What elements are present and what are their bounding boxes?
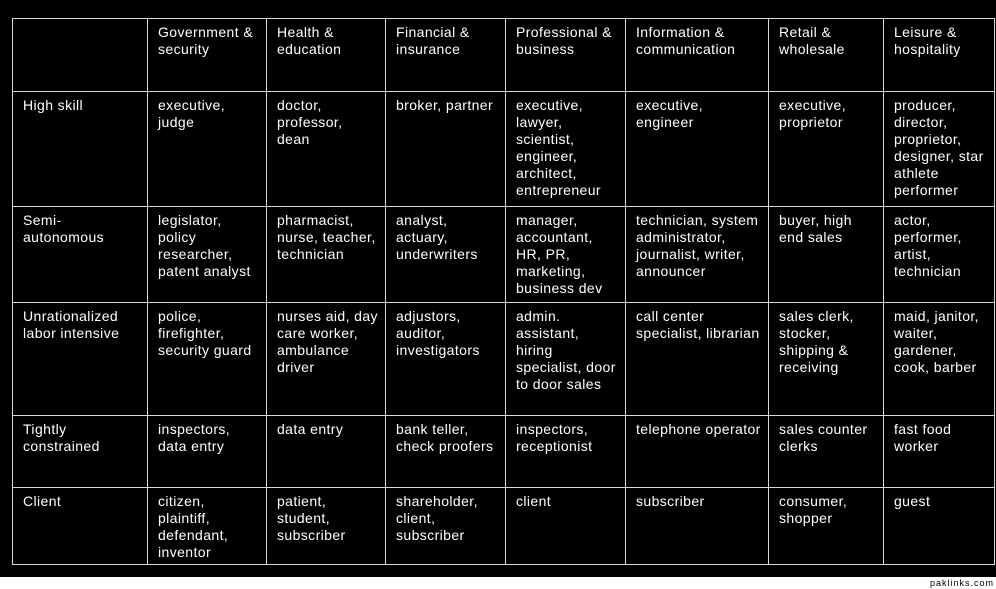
- table-cell: fast food worker: [884, 416, 995, 488]
- occupation-table: [12, 18, 995, 565]
- table-cell: data entry: [267, 416, 386, 488]
- row-label: Tightly constrained: [13, 416, 148, 488]
- table-cell: buyer, high end sales: [769, 207, 884, 303]
- table-cell: maid, janitor, waiter, gardener, cook, barber: [884, 303, 995, 416]
- row-tightly-constrained: [13, 416, 995, 488]
- header-corner-cell: [13, 19, 148, 92]
- table-cell: legislator, policy researcher, patent analyst: [148, 207, 267, 303]
- row-label: Unrationalized labor intensive: [13, 303, 148, 416]
- table-cell: inspectors, receptionist: [506, 416, 626, 488]
- table-cell: patient, student, subscriber: [267, 488, 386, 565]
- table-cell: subscriber: [626, 488, 769, 565]
- table-cell: call center specialist, librarian: [626, 303, 769, 416]
- header-retail-wholesale: Retail & wholesale: [769, 19, 884, 92]
- table-cell: shareholder, client, subscriber: [386, 488, 506, 565]
- table-cell: pharmacist, nurse, teacher, technician: [267, 207, 386, 303]
- table-cell: technician, system administrator, journalist, writer, announcer: [626, 207, 769, 303]
- header-professional-business: Professional & business: [506, 19, 626, 92]
- table-cell: doctor, professor, dean: [267, 92, 386, 207]
- table-cell: broker, partner: [386, 92, 506, 207]
- table-cell: police, firefighter, security guard: [148, 303, 267, 416]
- table-cell: executive, judge: [148, 92, 267, 207]
- header-government-security: Government & security: [148, 19, 267, 92]
- table-cell: bank teller, check proofers: [386, 416, 506, 488]
- table-cell: adjustors, auditor, investigators: [386, 303, 506, 416]
- table-cell: sales clerk, stocker, shipping & receiving: [769, 303, 884, 416]
- header-leisure-hospitality: Leisure & hospitality: [884, 19, 995, 92]
- table-cell: citizen, plaintiff, defendant, inventor: [148, 488, 267, 565]
- table-cell: client: [506, 488, 626, 565]
- table-cell: admin. assistant, hiring specialist, door to door sales: [506, 303, 626, 416]
- table-cell: actor, performer, artist, technician: [884, 207, 995, 303]
- table-cell: producer, director, proprietor, designer, star athlete performer: [884, 92, 995, 207]
- row-label: Semi-autonomous: [13, 207, 148, 303]
- header-financial-insurance: Financial & insurance: [386, 19, 506, 92]
- header-health-education: Health & education: [267, 19, 386, 92]
- header-row: [13, 19, 995, 92]
- table-cell: nurses aid, day care worker, ambulance driver: [267, 303, 386, 416]
- table-cell: executive, proprietor: [769, 92, 884, 207]
- row-high-skill: [13, 92, 995, 207]
- table-cell: manager, accountant, HR, PR, marketing, business dev: [506, 207, 626, 303]
- watermark-text: paklinks.com: [929, 578, 994, 588]
- header-information-communication: Information & communication: [626, 19, 769, 92]
- row-unrationalized-labor-intensive: [13, 303, 995, 416]
- table-cell: executive, lawyer, scientist, engineer, architect, entrepreneur: [506, 92, 626, 207]
- row-client: [13, 488, 995, 565]
- row-semi-autonomous: [13, 207, 995, 303]
- table-cell: inspectors, data entry: [148, 416, 267, 488]
- row-label: Client: [13, 488, 148, 565]
- table-cell: guest: [884, 488, 995, 565]
- table-cell: executive, engineer: [626, 92, 769, 207]
- table-cell: analyst, actuary, underwriters: [386, 207, 506, 303]
- table-cell: consumer, shopper: [769, 488, 884, 565]
- row-label: High skill: [13, 92, 148, 207]
- table-cell: telephone operator: [626, 416, 769, 488]
- table-cell: sales counter clerks: [769, 416, 884, 488]
